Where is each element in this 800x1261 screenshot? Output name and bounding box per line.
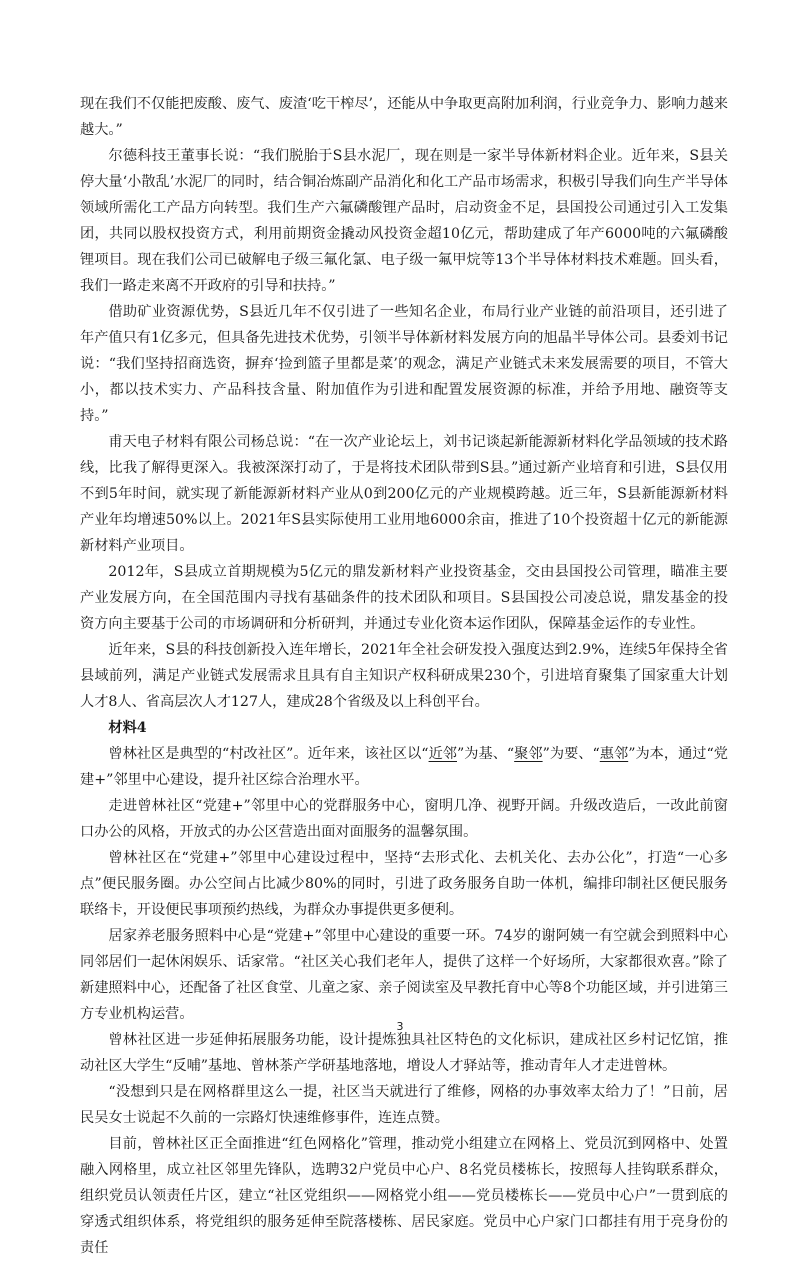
- page-number: 3: [396, 1020, 404, 1033]
- underlined-term: 惠邻: [599, 746, 629, 762]
- paragraph: 借助矿业资源优势，S县近几年不仅引进了一些知名企业，布局行业产业链的前沿项目，还引进了年产值只有1亿多元，但具备先进技术优势，引领半导体新材料发展方向的旭晶半导体公司。县委刘书记说：“我们坚持招商选资，摒弃‘捡到篮子里都是菜’的观念，满足产业链式未来发展需要的项目，不管大小，都以技术实力、产品科技含量、附加值作为引进和配置发展资源的标准，并给予用地、融资等支持。”: [80, 304, 728, 424]
- text-segment: 曾林社区是典型的“村改社区”。近年来，该社区以“: [108, 746, 429, 762]
- paragraph: 现在我们不仅能把废酸、废气、废渣‘吃干榨尽’，还能从中争取更高附加利润，行业竞争力、影响力越来越大。”: [80, 96, 728, 138]
- underlined-term: 近邻: [428, 746, 457, 762]
- text-segment: ”为本，通过“党建+”邻里中心建设，提升社区综合治理水平。: [80, 746, 728, 788]
- text-segment: ”为基、“: [457, 746, 515, 762]
- paragraph: 曾林社区在“党建+”邻里中心建设过程中，坚持“去形式化、去机关化、去办公化”，打造“一心多点”便民服务圈。办公空间占比减少80%的同时，引进了政务服务自助一体机，编排印制社区便民服务联络卡，开设便民事项预约热线，为群众办事提供更多便利。: [80, 850, 728, 918]
- paragraph: 居家养老服务照料中心是“党建+”邻里中心建设的重要一环。74岁的谢阿姨一有空就会到照料中心同邻居们一起休闲娱乐、话家常。“社区关心我们老年人，提供了这样一个好场所，大家都很欢喜。”除了新建照料中心，还配备了社区食堂、儿童之家、亲子阅读室及早教托育中心等8个功能区域，并引进第三方专业机构运营。: [80, 928, 728, 1022]
- underlined-term: 聚邻: [514, 746, 543, 762]
- text-segment: ”为要、“: [542, 746, 600, 762]
- paragraph: “没想到只是在网格群里这么一提，社区当天就进行了维修，网格的办事效率太给力了！”日前，居民吴女士说起不久前的一宗路灯快速维修事件，连连点赞。: [80, 1084, 728, 1126]
- paragraph: 2012年，S县成立首期规模为5亿元的鼎发新材料产业投资基金，交由县国投公司管理，瞄准主要产业发展方向，在全国范围内寻找有基础条件的技术团队和项目。S县国投公司凌总说，鼎发基金的投资方向主要基于公司的市场调研和分析研判，并通过专业化资本运作团队，保障基金运作的专业性。: [80, 564, 728, 632]
- paragraph: 尔德科技王董事长说：“我们脱胎于S县水泥厂，现在则是一家半导体新材料企业。近年来，S县关停大量‘小散乱’水泥厂的同时，结合铜冶炼副产品消化和化工产品市场需求，积极引导我们向生产半导体领域所需化工产品方向转型。我们生产六氟磷酸锂产品时，启动资金不足，县国投公司通过引入工发集团，共同以股权投资方式，利用前期资金撬动风投资金超10亿元，帮助建成了年产6000吨的六氟磷酸锂项目。现在我们公司已破解电子级三氟化氯、电子级一氟甲烷等13个半导体材料技术难题。回头看，我们一路走来离不开政府的引导和扶持。”: [80, 148, 728, 294]
- paragraph: 甫天电子材料有限公司杨总说：“在一次产业论坛上，刘书记谈起新能源新材料化学品领域的技术路线，比我了解得更深入。我被深深打动了，于是将技术团队带到S县。”通过新产业培育和引进，S县仅用不到5年时间，就实现了新能源新材料产业从0到200亿元的产业规模跨越。近三年，S县新能源新材料产业年均增速50%以上。2021年S县实际使用工业用地6000余亩，推进了10个投资超十亿元的新能源新材料产业项目。: [80, 434, 728, 554]
- section-heading: 材料4: [108, 720, 147, 736]
- paragraph: 曾林社区进一步延伸拓展服务功能，设计提炼独具社区特色的文化标识，建成社区乡村记忆馆，推动社区大学生“反哺”基地、曾林茶产学研基地落地，增设人才驿站等，推动青年人才走进曾林。: [80, 1032, 728, 1074]
- paragraph: 走进曾林社区“党建+”邻里中心的党群服务中心，窗明几净、视野开阔。升级改造后，一改此前窗口办公的风格，开放式的办公区营造出面对面服务的温馨氛围。: [80, 798, 728, 840]
- paragraph: 目前，曾林社区正全面推进“红色网格化”管理，推动党小组建立在网格上、党员沉到网格中、处置融入网格里，成立社区邻里先锋队，选聘32户党员中心户、8名党员楼栋长，按照每人挂钩联系群众，组织党员认领责任片区，建立“社区党组织——网格党小组——党员楼栋长——党员中心户”一贯到底的穿透式组织体系，将党组织的服务延伸至院落楼栋、居民家庭。党员中心户家门口都挂有用于亮身份的责任: [80, 1136, 728, 1256]
- paragraph: 近年来，S县的科技创新投入连年增长，2021年全社会研发投入强度达到2.9%，连续5年保持全省县域前列，满足产业链式发展需求且具有自主知识产权科研成果230个，引进培育聚集了国家重大计划人才8人、省高层次人才127人，建成28个省级及以上科创平台。: [80, 642, 728, 710]
- paragraph-with-underline: [80, 741, 728, 793]
- document-body: [80, 91, 728, 1261]
